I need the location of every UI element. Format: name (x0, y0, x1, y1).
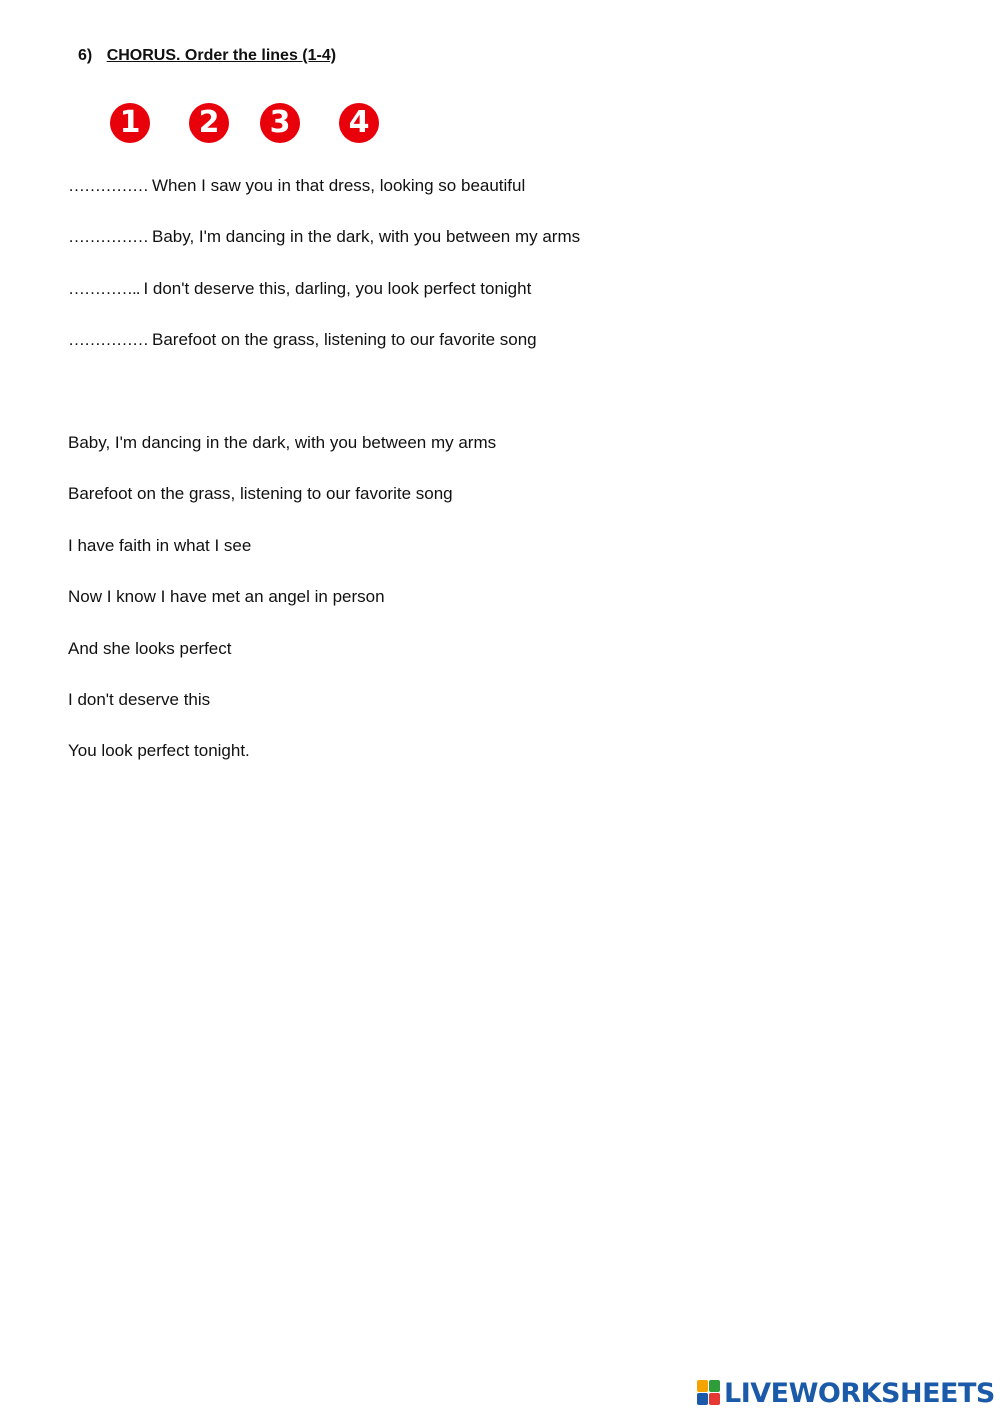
logo-text: LIVEWORKSHEETS (724, 1377, 995, 1409)
liveworksheets-logo (697, 1378, 995, 1408)
number-button-4[interactable]: 4 (339, 103, 379, 143)
lyric-line: Barefoot on the grass, listening to our favorite song (68, 484, 453, 503)
ordering-line-4 (68, 330, 537, 350)
ordering-line-3 (68, 279, 531, 299)
lyric-line: I don't deserve this (68, 690, 211, 709)
logo-squares-icon (697, 1380, 721, 1406)
ordering-line-text: I don't deserve this, darling, you look perfect tonight (143, 279, 532, 298)
ordering-line-text: When I saw you in that dress, looking so beautiful (152, 176, 526, 195)
exercise-heading (78, 47, 336, 65)
answer-blank-1[interactable]: …………… (68, 176, 148, 195)
ordering-line-text: Baby, I'm dancing in the dark, with you between my arms (152, 227, 581, 246)
number-button-1[interactable]: 1 (110, 103, 150, 143)
ordering-line-2 (68, 227, 580, 247)
number-button-3[interactable]: 3 (260, 103, 300, 143)
exercise-title: CHORUS. Order the lines (1-4) (106, 47, 337, 64)
exercise-number: 6) (78, 47, 93, 64)
lyric-line: Now I know I have met an angel in person (68, 587, 385, 606)
answer-blank-4[interactable]: …………… (68, 330, 148, 349)
number-button-2[interactable]: 2 (189, 103, 229, 143)
ordering-line-text: Barefoot on the grass, listening to our favorite song (152, 330, 537, 349)
ordering-line-1 (68, 176, 525, 196)
answer-blank-2[interactable]: …………… (68, 227, 148, 246)
lyric-line: Baby, I'm dancing in the dark, with you between my arms (68, 433, 497, 452)
lyric-line: You look perfect tonight. (68, 741, 250, 760)
lyric-line: And she looks perfect (68, 639, 232, 658)
lyric-line: I have faith in what I see (68, 536, 252, 555)
answer-blank-3[interactable]: ………….. (68, 279, 140, 298)
